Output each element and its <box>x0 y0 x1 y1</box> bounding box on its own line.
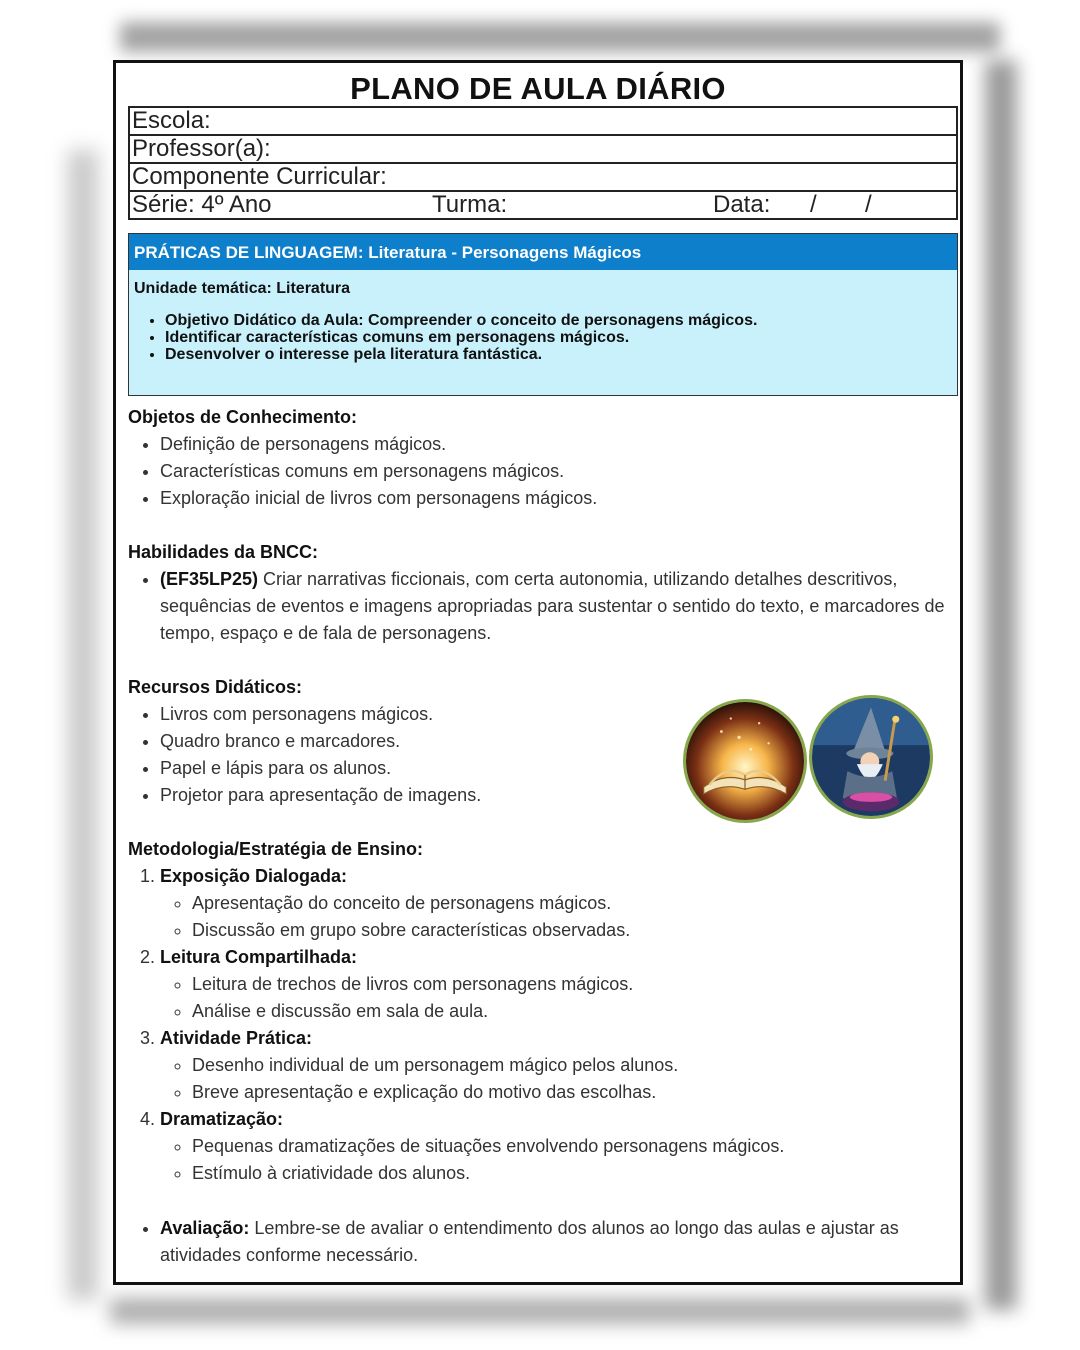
professor-label: Professor(a): <box>132 135 271 162</box>
componente-label: Componente Curricular: <box>132 163 387 190</box>
metodologia-steps <box>128 863 958 1187</box>
professor-row[interactable] <box>130 136 956 164</box>
list-item <box>160 1215 958 1269</box>
page-shadow-top <box>120 22 1000 52</box>
avaliacao-text: Lembre-se de avaliar o entendimento dos alunos ao longo das aulas e ajustar as atividades conforme necessário. <box>160 1218 899 1265</box>
escola-label: Escola: <box>132 107 211 134</box>
step-item <box>160 1106 958 1187</box>
step-item <box>160 944 958 1025</box>
recursos-list <box>128 701 668 809</box>
step-title: Dramatização: <box>160 1109 284 1129</box>
page-title: PLANO DE AULA DIÁRIO <box>350 71 726 106</box>
list-item: ◦ Análise e discussão em sala de aula. <box>192 998 958 1025</box>
avaliacao-list <box>128 1215 958 1269</box>
list-item: ◦ Apresentação do conceito de personagens mágicos. <box>192 890 958 917</box>
step-title: Exposição Dialogada: <box>160 866 348 886</box>
objetos-section <box>128 404 958 512</box>
avaliacao-section <box>128 1215 958 1269</box>
practices-heading: PRÁTICAS DE LINGUAGEM: Literatura - Personagens Mágicos <box>129 234 957 270</box>
habilidades-list <box>128 566 958 647</box>
header-table <box>128 106 958 220</box>
step-subitems <box>160 890 958 944</box>
illustrations <box>683 695 943 827</box>
step-subitems <box>160 971 958 1025</box>
list-item: ◦ Discussão em grupo sobre características observadas. <box>192 917 958 944</box>
step-subitems <box>160 1133 958 1187</box>
step-item <box>160 1025 958 1106</box>
objetos-list <box>128 431 958 512</box>
step-item <box>160 863 958 944</box>
step-subitems <box>160 1052 958 1106</box>
avaliacao-label: Avaliação: <box>160 1218 250 1238</box>
step-title: Leitura Compartilhada: <box>160 947 358 967</box>
unidade-tematica: Unidade temática: Literatura <box>134 280 351 297</box>
habilidades-section <box>128 539 958 647</box>
recursos-title: Recursos Didáticos: <box>128 677 303 697</box>
objective-item: • Objetivo Didático da Aula: Compreender o conceito de personagens mágicos. <box>165 312 957 329</box>
page-shadow-right <box>985 60 1017 1310</box>
date-slash-2: / <box>865 191 872 218</box>
componente-row[interactable] <box>130 164 956 192</box>
serie-row[interactable] <box>130 192 956 218</box>
wizard-icon <box>809 695 933 819</box>
list-item: ◦ Breve apresentação e explicação do motivo das escolhas. <box>192 1079 958 1106</box>
serie-label: Série: 4º Ano <box>132 191 272 218</box>
list-item: • Papel e lápis para os alunos. <box>160 755 668 782</box>
step-title: Atividade Prática: <box>160 1028 313 1048</box>
metodologia-title: Metodologia/Estratégia de Ensino: <box>128 839 424 859</box>
list-item: ◦ Estímulo à criatividade dos alunos. <box>192 1160 958 1187</box>
list-item: • Projetor para apresentação de imagens. <box>160 782 668 809</box>
list-item: ◦ Desenho individual de um personagem mágico pelos alunos. <box>192 1052 958 1079</box>
list-item: ◦ Pequenas dramatizações de situações envolvendo personagens mágicos. <box>192 1133 958 1160</box>
date-slash-1: / <box>810 191 817 218</box>
habilidades-title: Habilidades da BNCC: <box>128 542 319 562</box>
objective-item: • Desenvolver o interesse pela literatura fantástica. <box>165 346 957 363</box>
list-item <box>160 566 958 647</box>
data-label: Data: <box>713 191 771 218</box>
recursos-section <box>128 674 668 809</box>
list-item: ◦ Leitura de trechos de livros com personagens mágicos. <box>192 971 958 998</box>
objectives-list <box>129 312 957 363</box>
list-item: • Exploração inicial de livros com personagens mágicos. <box>160 485 958 512</box>
objetos-title: Objetos de Conhecimento: <box>128 407 358 427</box>
lesson-plan-page <box>113 60 963 1285</box>
page-shadow-bottom <box>110 1298 970 1324</box>
bncc-text: Criar narrativas ficcionais, com certa autonomia, utilizando detalhes descritivos, sequências de eventos e imagens apropriadas para sustentar o sentido do texto, e marcadores de tempo, espaço e de fala de personagens. <box>160 569 945 643</box>
objective-item: • Identificar características comuns em personagens mágicos. <box>165 329 957 346</box>
list-item: • Livros com personagens mágicos. <box>160 701 668 728</box>
escola-row[interactable] <box>130 108 956 136</box>
list-item: • Características comuns em personagens mágicos. <box>160 458 958 485</box>
practices-box <box>128 233 958 396</box>
page-shadow-left <box>68 150 98 1300</box>
list-item: • Quadro branco e marcadores. <box>160 728 668 755</box>
bncc-code: (EF35LP25) <box>160 569 259 589</box>
magic-book-icon <box>683 699 807 823</box>
metodologia-section <box>128 836 958 1187</box>
turma-label: Turma: <box>432 191 508 218</box>
list-item: • Definição de personagens mágicos. <box>160 431 958 458</box>
